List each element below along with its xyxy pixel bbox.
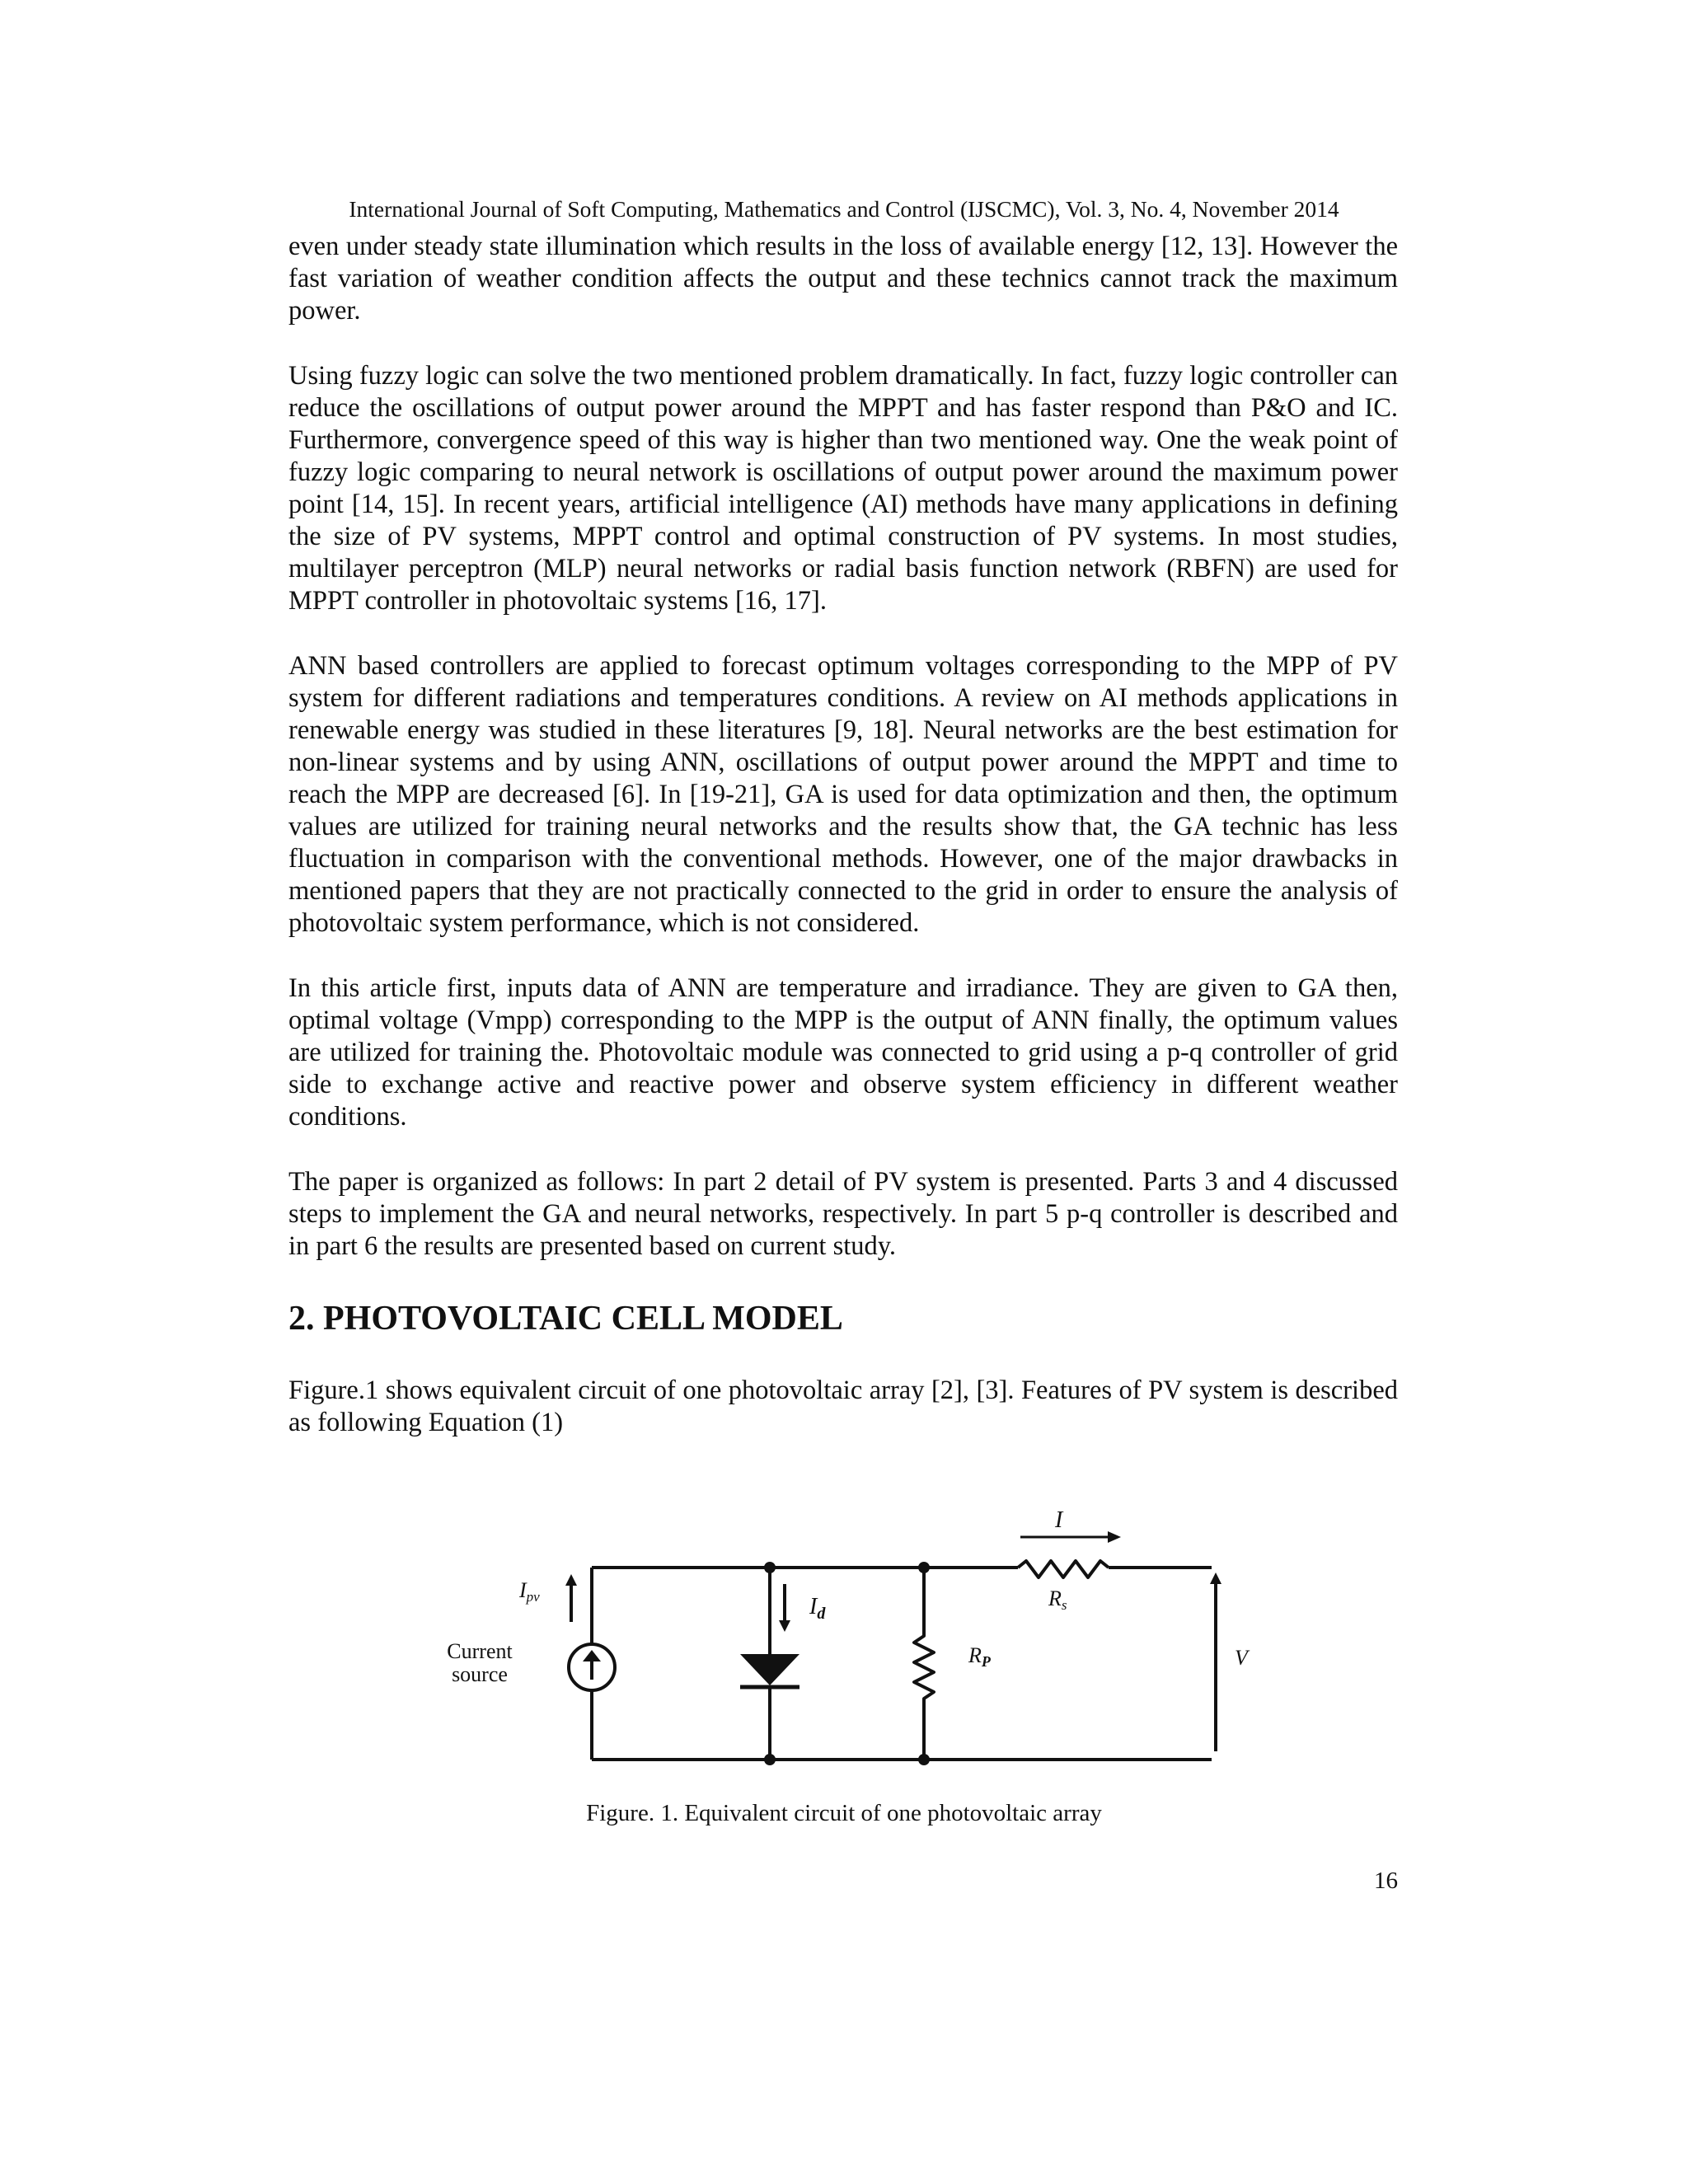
paragraph-4: In this article first, inputs data of ANN are temperature and irradiance. They are given to GA then, optimal voltage (Vmpp) corresponding to the MPP is the output of ANN finally, the optimum values are utilized for training the. Photovoltaic module was connected to grid using a p-q controller of grid side to exchange active and reactive power and observe system efficiency in different weather conditions.: [288, 973, 1398, 1132]
page-number: 16: [1374, 1868, 1398, 1894]
label-id: [809, 1594, 826, 1623]
label-voltage: V: [1235, 1646, 1248, 1670]
label-rp-main: R: [968, 1643, 982, 1667]
label-ipv-sub: pv: [526, 1589, 540, 1605]
label-source-line2: source: [452, 1662, 508, 1686]
label-source-line1: Current: [447, 1639, 513, 1663]
figure-caption: Figure. 1. Equivalent circuit of one photovoltaic array: [586, 1800, 1102, 1826]
label-rs: [1048, 1586, 1067, 1613]
diode-icon: [740, 1654, 799, 1685]
junction-dot: [918, 1754, 930, 1765]
paragraph-1: even under steady state illumination which results in the loss of available energy [12, 13]. However the fast variation of weather condition affects the output and these technics cannot track the maximum power.: [288, 232, 1398, 326]
equivalent-circuit-figure: [412, 1500, 1286, 1780]
circuit-diagram: [412, 1500, 1286, 1780]
label-rp-sub: P: [981, 1653, 991, 1670]
junction-dot: [764, 1754, 776, 1765]
id-arrow-icon: [779, 1620, 790, 1632]
label-id-sub: d: [817, 1605, 826, 1623]
body-text: [288, 231, 1398, 1472]
label-id-main: I: [809, 1594, 818, 1619]
series-resistor: [1018, 1561, 1109, 1577]
section-heading: 2. PHOTOVOLTAIC CELL MODEL: [288, 1300, 843, 1338]
label-rp: [968, 1643, 992, 1670]
label-current: I: [1055, 1507, 1063, 1533]
label-ipv-main: I: [519, 1578, 527, 1602]
section-paragraph: Figure.1 shows equivalent circuit of one photovoltaic array [2], [3]. Features of PV system is described as following Equation (1): [288, 1376, 1398, 1437]
paragraph-5: The paper is organized as follows: In part 2 detail of PV system is presented. Parts 3 and 4 discussed steps to implement the GA and neural networks, respectively. In part 5 p-q controller is described and in part 6 the results are presented based on current study.: [288, 1167, 1398, 1261]
running-header: International Journal of Soft Computing, Mathematics and Control (IJSCMC), Vol. 3, No. 4, November 2014: [349, 196, 1339, 222]
ipv-arrow-icon: [565, 1574, 577, 1586]
label-rs-main: R: [1048, 1586, 1062, 1610]
voltage-arrow-icon: [1210, 1572, 1221, 1584]
parallel-resistor: [914, 1568, 934, 1760]
current-arrow-icon: [1108, 1531, 1121, 1543]
label-ipv: [518, 1578, 540, 1605]
label-rs-sub: s: [1061, 1597, 1067, 1613]
paragraph-3: ANN based controllers are applied to forecast optimum voltages corresponding to the MPP of PV system for different radiations and temperatures conditions. A review on AI methods applications in renewable energy was studied in these literatures [9, 18]. Neural networks are the best estimation for non-linear systems and by using ANN, oscillations of output power around the MPPT and time to reach the MPP are decreased [6]. In [19-21], GA is used for data optimization and then, the optimum values are utilized for training neural networks and the results show that, the GA technic has less fluctuation in comparison with the conventional methods. However, one of the major drawbacks in mentioned papers that they are not practically connected to the grid in order to ensure the analysis of photovoltaic system performance, which is not considered.: [288, 651, 1398, 938]
paragraph-2: Using fuzzy logic can solve the two mentioned problem dramatically. In fact, fuzzy logic controller can reduce the oscillations of output power around the MPPT and has faster respond than P&O and IC. Furthermore, convergence speed of this way is higher than two mentioned way. One the weak point of fuzzy logic comparing to neural network is oscillations of output power around the maximum power point [14, 15]. In recent years, artificial intelligence (AI) methods have many applications in defining the size of PV systems, MPPT control and optimal construction of PV systems. In most studies, multilayer perceptron (MLP) neural networks or radial basis function network (RBFN) are used for MPPT controller in photovoltaic systems [16, 17].: [288, 361, 1398, 616]
